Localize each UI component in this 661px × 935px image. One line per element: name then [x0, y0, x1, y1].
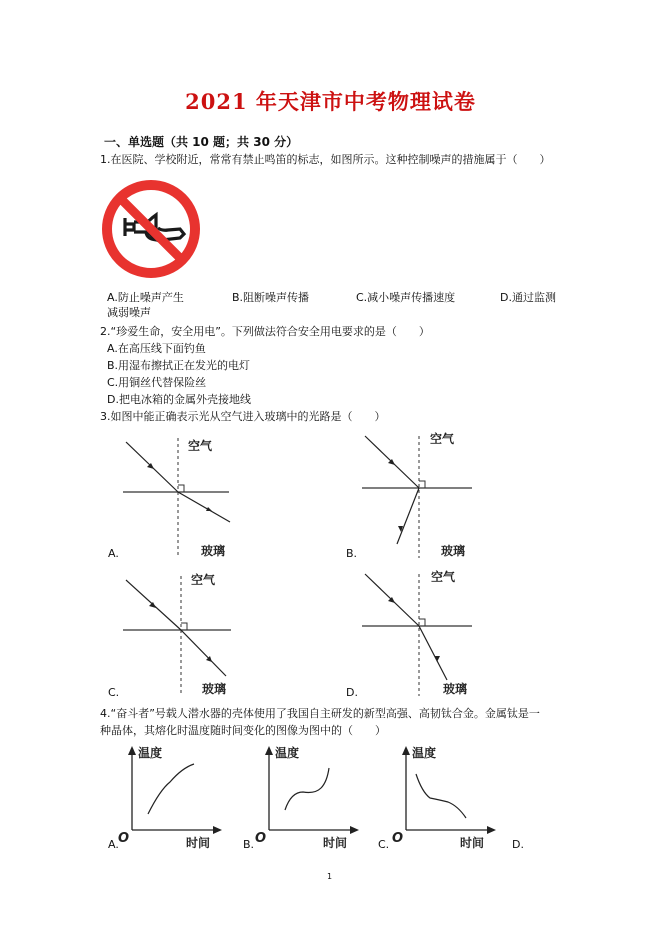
q4-a-ylabel: 温度: [138, 746, 163, 760]
q3-a-glass-label: 玻璃: [201, 544, 226, 558]
page-title: 2021 年天津市中考物理试卷: [185, 89, 476, 114]
q4-c-ylabel: 温度: [412, 746, 437, 760]
q1-option-a: A.防止噪声产生: [107, 291, 184, 304]
q2-option-a: A.在高压线下面钓鱼: [107, 342, 206, 355]
q3-label-a: A.: [108, 547, 119, 560]
q3-stem: 3.如图中能正确表示光从空气进入玻璃中的光路是（ ）: [100, 410, 386, 423]
q4-a-xlabel: 时间: [186, 836, 211, 850]
q1-stem: 1.在医院、学校附近，常常有禁止鸣笛的标志，如图所示。这种控制噪声的措施属于（ ）: [100, 153, 551, 166]
q3-label-c: C.: [108, 686, 120, 699]
q3-diagram-a: [118, 430, 238, 560]
q3-d-glass-label: 玻璃: [443, 682, 468, 696]
q2-option-c: C.用铜丝代替保险丝: [107, 376, 207, 389]
q1-option-b: B.阻断噪声传播: [232, 291, 310, 304]
no-horn-icon: [100, 178, 202, 280]
q3-label-b: B.: [346, 547, 358, 560]
q4-label-b: B.: [243, 838, 255, 851]
page-number: 1: [327, 872, 333, 881]
q4-label-a: A.: [108, 838, 119, 851]
q4-label-d: D.: [512, 838, 524, 851]
q4-b-xlabel: 时间: [323, 836, 348, 850]
q4-stem-line2: 种晶体，其熔化时温度随时间变化的图像为图中的（ ）: [100, 724, 386, 737]
q3-a-air-label: 空气: [188, 439, 213, 453]
q1-option-d: D.通过监测: [500, 291, 556, 304]
q3-c-air-label: 空气: [191, 573, 216, 587]
q4-a-curve: [148, 764, 194, 814]
q3-d-air-label: 空气: [431, 570, 456, 584]
q3-diagram-b: [357, 430, 482, 560]
q3-label-d: D.: [346, 686, 358, 699]
q4-b-ylabel: 温度: [275, 746, 300, 760]
q3-diagram-c: [118, 568, 238, 700]
q4-c-origin: O: [392, 831, 404, 846]
q2-option-b: B.用湿布擦拭正在发光的电灯: [107, 359, 251, 372]
q4-a-origin: O: [118, 831, 130, 846]
q3-b-air-label: 空气: [430, 432, 455, 446]
q1-option-c: C.减小噪声传播速度: [356, 291, 456, 304]
q4-c-curve: [416, 774, 466, 818]
section-heading: 一、单选题（共 10 题；共 30 分）: [104, 135, 299, 149]
q3-diagram-d: [357, 568, 482, 700]
q4-stem-line1: 4.“奋斗者”号载人潜水器的壳体使用了我国自主研发的新型高强、高韧钛合金。金属钛是一: [100, 707, 540, 720]
q4-c-xlabel: 时间: [460, 836, 485, 850]
q2-option-d: D.把电冰箱的金属外壳接地线: [107, 393, 251, 406]
q4-b-curve: [285, 768, 329, 810]
q4-graph-c: [392, 742, 500, 852]
q3-b-glass-label: 玻璃: [441, 544, 466, 558]
q3-c-glass-label: 玻璃: [202, 682, 227, 696]
q4-b-origin: O: [255, 831, 267, 846]
q4-label-c: C.: [378, 838, 390, 851]
q1-option-d-continued: 减弱噪声: [107, 306, 151, 319]
q4-graph-a: [118, 742, 226, 852]
q2-stem: 2.“珍爱生命，安全用电”。下列做法符合安全用电要求的是（ ）: [100, 325, 430, 338]
q4-graph-b: [255, 742, 363, 852]
